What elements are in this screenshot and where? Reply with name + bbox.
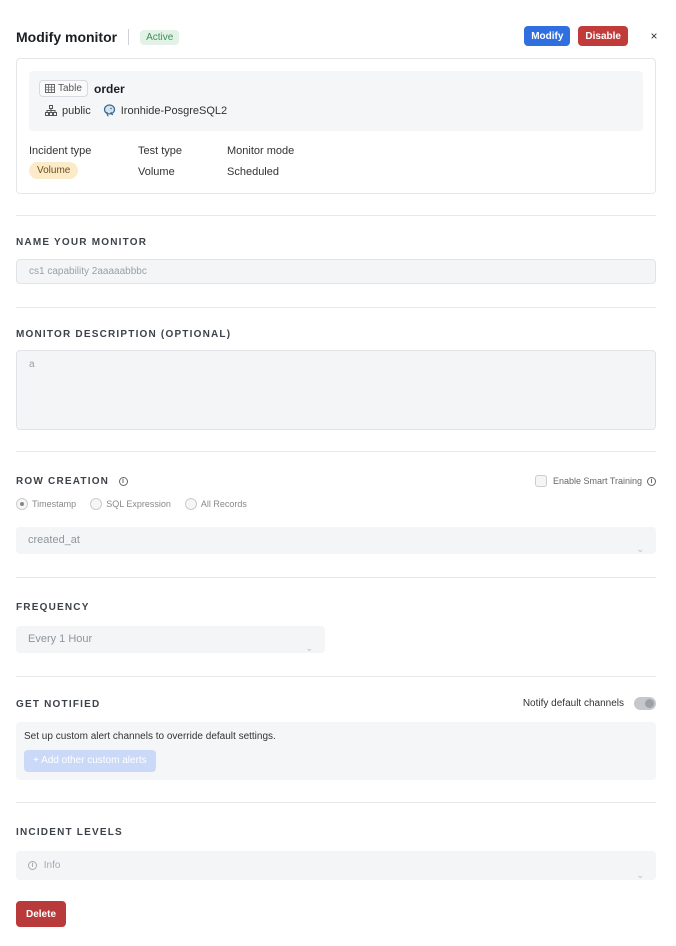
frequency-select[interactable] (16, 626, 325, 653)
notify-default-toggle[interactable] (634, 697, 656, 710)
radio-sql-expression[interactable] (90, 498, 171, 510)
smart-training-option[interactable] (535, 475, 656, 487)
incident-type-pill: Volume (29, 162, 78, 179)
section-divider (16, 451, 656, 452)
section-divider (16, 577, 656, 578)
schema-tree-icon (45, 105, 57, 116)
incident-type-field (29, 145, 91, 179)
monitor-name-input[interactable]: cs1 capability 2aaaaabbbc (16, 259, 656, 284)
radio-label: SQL Expression (106, 499, 171, 509)
chevron-down-icon: ⌄ (636, 543, 644, 554)
description-section-label: MONITOR DESCRIPTION (OPTIONAL) (16, 329, 232, 340)
custom-alerts-panel (16, 722, 656, 780)
close-icon[interactable]: × (650, 29, 658, 43)
table-info-panel (29, 71, 643, 131)
radio-button-selected[interactable] (16, 498, 28, 510)
notify-default-channels[interactable] (523, 697, 656, 710)
table-grid-icon (45, 84, 55, 93)
timestamp-column-select[interactable] (16, 527, 656, 554)
radio-button[interactable] (185, 498, 197, 510)
schema-name: public (62, 104, 91, 117)
info-icon[interactable]: i (119, 477, 128, 486)
modify-button[interactable]: Modify (524, 26, 570, 46)
table-name: order (94, 82, 125, 96)
postgres-elephant-icon (103, 104, 116, 117)
monitor-mode-field (227, 145, 294, 178)
info-icon[interactable]: i (647, 477, 656, 486)
timestamp-column-value: created_at (28, 534, 80, 546)
row-creation-label: ROW CREATION (16, 476, 110, 487)
radio-label: All Records (200, 499, 247, 509)
row-creation-radio-group (16, 498, 261, 510)
info-icon: i (28, 861, 37, 870)
schema-row (45, 104, 227, 117)
incident-level-value: Info (43, 860, 61, 871)
title-divider (128, 29, 129, 45)
incident-level-select[interactable] (16, 851, 656, 880)
disable-button[interactable]: Disable (578, 26, 628, 46)
frequency-value: Every 1 Hour (28, 633, 93, 645)
table-chip-label: Table (58, 83, 82, 94)
chevron-down-icon: ⌄ (305, 642, 313, 653)
delete-button[interactable]: Delete (16, 901, 66, 927)
row-creation-section-label (16, 476, 128, 487)
frequency-section-label: FREQUENCY (16, 602, 90, 613)
table-chip (39, 80, 88, 97)
radio-button[interactable] (90, 498, 102, 510)
monitor-mode-value: Scheduled (227, 166, 279, 178)
add-custom-alerts-button[interactable]: + Add other custom alerts (24, 750, 156, 772)
smart-training-checkbox[interactable] (535, 475, 547, 487)
monitor-description-textarea[interactable]: a (16, 350, 656, 430)
page-title: Modify monitor (16, 29, 118, 45)
chevron-down-icon: ⌄ (636, 869, 644, 880)
datasource-name: Ironhide-PosgreSQL2 (120, 104, 228, 117)
incident-type-label: Incident type (29, 145, 92, 157)
status-badge: Active (140, 30, 179, 45)
monitor-mode-label: Monitor mode (227, 145, 295, 157)
smart-training-label: Enable Smart Training (552, 476, 642, 486)
notifications-section-label: GET NOTIFIED (16, 699, 101, 710)
incident-levels-section-label: INCIDENT LEVELS (16, 827, 123, 838)
modal-header (16, 26, 660, 48)
section-divider (16, 215, 656, 216)
section-divider (16, 307, 656, 308)
name-section-label: NAME YOUR MONITOR (16, 237, 148, 248)
radio-label: Timestamp (32, 499, 77, 509)
test-type-value: Volume (138, 166, 175, 178)
section-divider (16, 676, 656, 677)
header-actions (524, 26, 660, 46)
test-type-label: Test type (138, 145, 183, 157)
test-type-field (138, 145, 182, 178)
monitor-summary-card (16, 58, 656, 194)
radio-timestamp[interactable] (16, 498, 76, 510)
radio-all-records[interactable] (185, 498, 247, 510)
section-divider (16, 802, 656, 803)
custom-alerts-description: Set up custom alert channels to override default settings. (24, 731, 276, 742)
notify-default-label: Notify default channels (522, 698, 624, 709)
